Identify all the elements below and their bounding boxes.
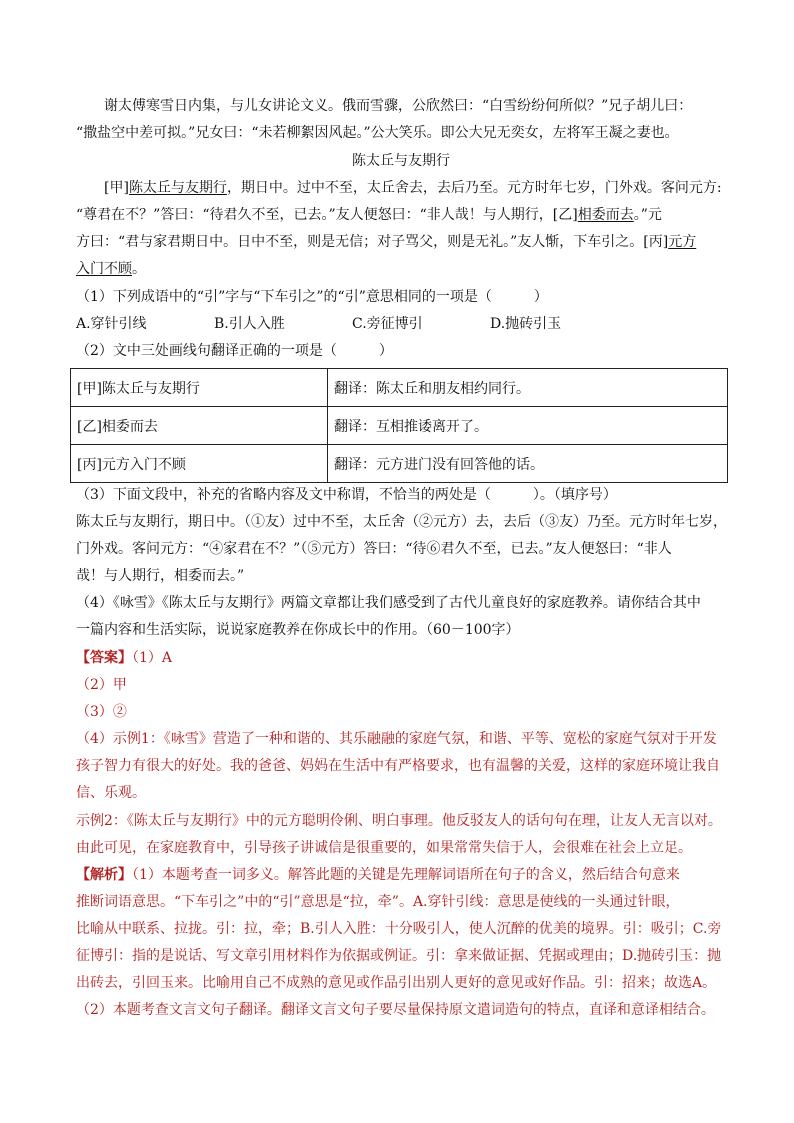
q1-option-c: C.旁征博引 bbox=[352, 316, 423, 332]
underlined-jia: 陈太丘与友期行 bbox=[128, 180, 227, 196]
passage2-line4: 入门不顾。 bbox=[76, 261, 146, 277]
underlined-yi: 相委而去 bbox=[577, 207, 634, 223]
underlined-bing-2: 入门不顾 bbox=[76, 261, 132, 277]
q2-stem: （2）文中三处画线句翻译正确的一项是（ ） bbox=[76, 343, 393, 359]
answer-label: 【答案】 bbox=[76, 650, 132, 666]
analysis-line1: 【解析】（1）本题考查一词多义。解答此题的关键是先理解词语所在句子的含义，然后结合句意来 bbox=[76, 867, 680, 883]
table-row bbox=[71, 445, 728, 483]
analysis-line4: 征博引：指的是说话、写文章引用材料作为依据或例证。引：拿来做证据、凭据或理由；D.抛砖引玉：抛 bbox=[76, 948, 722, 964]
table-row bbox=[71, 369, 728, 407]
analysis-line3: 比喻从中联系、拉拢。引：拉，牵；B.引人入胜：十分吸引人，使人沉醉的优美的境界。引：吸引；C.旁 bbox=[76, 921, 722, 937]
table-cell-sentence: [甲]陈太丘与友期行 bbox=[71, 369, 328, 407]
table-cell-translation: 翻译：陈太丘和朋友相约同行。 bbox=[328, 369, 728, 407]
underlined-bing: 元方 bbox=[668, 234, 697, 250]
answer-4-line1: （4）示例1：《咏雪》营造了一种和谐的、其乐融融的家庭气氛，和谐、平等、宽松的家庭气氛对于开发 bbox=[76, 731, 717, 747]
table-cell-translation: 翻译：元方进门没有回答他的话。 bbox=[328, 445, 728, 483]
analysis-line6: （2）本题考查文言文句子翻译。翻译文言文句子要尽量保持原文遣词造句的特点，直译和意译相结合。 bbox=[76, 1002, 715, 1018]
q3-line3: 哉！与人期行，相委而去。” bbox=[76, 568, 245, 584]
answer-3: （3）② bbox=[76, 704, 127, 720]
passage1-line2: “撒盐空中差可拟。”兄女曰：“未若柳絮因风起。”公大笑乐。即公大兄无奕女，左将军王凝之妻也。 bbox=[76, 125, 679, 141]
passage1-line1: 谢太傅寒雪日内集，与儿女讲论文义。俄而雪骤，公欣然曰：“白雪纷纷何所似？”兄子胡儿曰： bbox=[104, 98, 693, 114]
q3-line1: 陈太丘与友期行，期日中。（①友）过中不至，太丘舍（②元方）去，去后（③友）乃至。元方时年七岁， bbox=[76, 514, 727, 530]
answer-2: （2）甲 bbox=[76, 677, 127, 693]
answer-4-line2: 孩子智力有很大的好处。我的爸爸、妈妈在生活中有严格要求，也有温馨的关爱，这样的家庭环境让我自 bbox=[76, 758, 720, 774]
answer-4-line4: 示例2：《陈太丘与友期行》中的元方聪明伶俐、明白事理。他反驳友人的话句句在理，让友人无言以对。 bbox=[76, 813, 722, 829]
answer-4-line5: 由此可见，在家庭教育中，引导孩子讲诚信是很重要的，如果常常失信于人，会很难在社会上立足。 bbox=[76, 840, 692, 856]
answer-4-line3: 信、乐观。 bbox=[76, 785, 146, 801]
answer-line1 bbox=[76, 648, 726, 668]
q3-stem: （3）下面文段中，补充的省略内容及文中称谓，不恰当的两处是（ ）。（填序号） bbox=[76, 487, 617, 503]
passage2-line2: “尊君在不？”答曰：“待君久不至，已去。”友人便怒曰：“非人哉！与人期行，[乙]相委而去。”元 bbox=[76, 207, 662, 223]
q1-options bbox=[76, 314, 726, 334]
table-cell-sentence: [丙]元方入门不顾 bbox=[71, 445, 328, 483]
passage2-title: 陈太丘与友期行 bbox=[352, 153, 450, 169]
q1-option-a: A.穿针引线 bbox=[76, 316, 147, 332]
marker-jia: [甲] bbox=[104, 180, 129, 196]
analysis-line2: 推断词语意思。“下车引之”中的“引”意思是“拉，牵”。A.穿针引线：意思是使线的一头通过针眼， bbox=[76, 894, 680, 910]
translation-table bbox=[70, 368, 728, 483]
answer-1: （1）A bbox=[132, 650, 173, 666]
table-cell-sentence: [乙]相委而去 bbox=[71, 407, 328, 445]
passage2-line1: [甲]陈太丘与友期行，期日中。过中不至，太丘舍去，去后乃至。元方时年七岁，门外戏。客问元方: bbox=[104, 180, 722, 196]
table-cell-translation: 翻译：互相推诿离开了。 bbox=[328, 407, 728, 445]
q1-stem: （1）下列成语中的“引”字与“下车引之”的“引”意思相同的一项是（ ） bbox=[76, 289, 548, 305]
analysis-label: 【解析】 bbox=[76, 867, 132, 883]
table-row bbox=[71, 407, 728, 445]
q4-line1: （4）《咏雪》《陈太丘与友期行》两篇文章都让我们感受到了古代儿童良好的家庭教养。请你结合其中 bbox=[76, 595, 701, 611]
analysis-line5: 出砖去，引回玉来。比喻用自己不成熟的意见或作品引出别人更好的意见或好作品。引：招来；故选A。 bbox=[76, 975, 717, 991]
q3-line2: 门外戏。客问元方：“④家君在不？”（⑤元方）答曰：“待⑥君久不至，已去。”友人便怒曰：“非人 bbox=[76, 541, 672, 557]
passage2-line3: 方曰：“君与家君期日中。日中不至，则是无信；对子骂父，则是无礼。”友人惭，下车引之。[丙]元方 bbox=[76, 234, 697, 250]
q1-option-d: D.抛砖引玉 bbox=[490, 316, 562, 332]
q1-option-b: B.引人入胜 bbox=[214, 316, 285, 332]
q4-line2: 一篇内容和生活实际，说说家庭教养在你成长中的作用。（60－100字） bbox=[76, 622, 520, 638]
